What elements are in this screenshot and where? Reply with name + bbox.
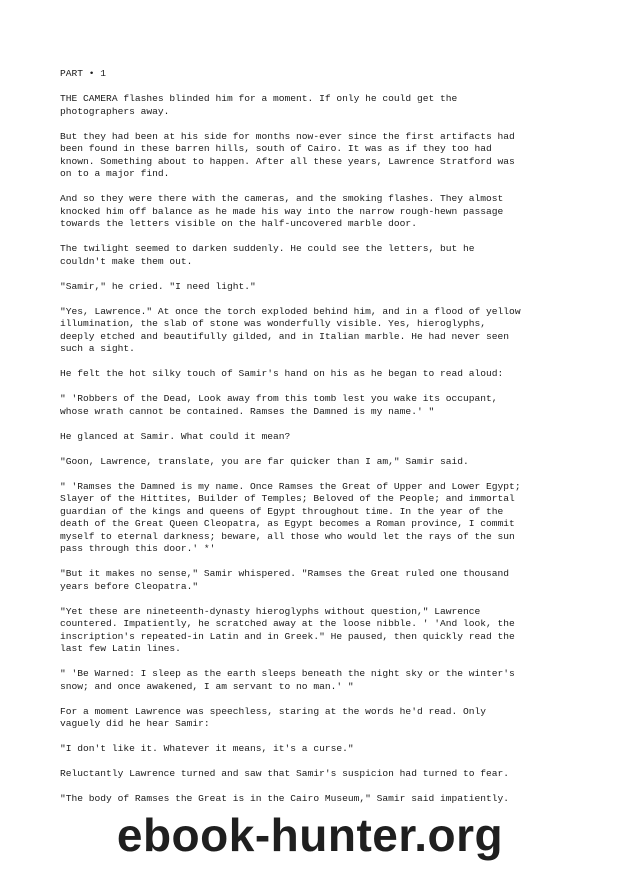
paragraph: "The body of Ramses the Great is in the Cairo Museum," Samir said impatiently. [60, 793, 510, 804]
part-heading: PART • 1 [60, 68, 107, 79]
paragraph: For a moment Lawrence was speechless, staring at the words he'd read. Only vaguely did he hear Samir: [60, 705, 487, 729]
paragraph: He felt the hot silky touch of Samir's hand on his as he began to read aloud: [60, 368, 504, 379]
paragraph: " 'Ramses the Damned is my name. Once Ramses the Great of Upper and Lower Egypt; Slayer of the Hittites, Builder of Temples; Beloved of the People; and immortal guardian of the kings and queens of Egypt throughout time. In the year of the death of the Great Queen Cleopatra, as Egypt becomes a Roman province, I commit myself to eternal darkness; beware, all those who would let the rays of the sun pass through this door.' *' [60, 480, 521, 554]
watermark-text: ebook-hunter.org [116, 809, 504, 861]
paragraph: "Goon, Lawrence, translate, you are far quicker than I am," Samir said. [60, 455, 469, 467]
paragraph: And so they were there with the cameras, and the smoking flashes. They almost knocked him off balance as he made his way into the narrow rough-hewn passage towards the letters visible on the half-uncovered marble door. [60, 193, 504, 229]
paragraph: But they had been at his side for months now-ever since the first artifacts had been found in these barren hills, south of Cairo. It was as if they too had known. Something about to happen. After all these years, Lawrence Stratford was on to a major find. [60, 130, 515, 179]
paragraph: " 'Be Warned: I sleep as the earth sleeps beneath the night sky or the winter's snow; and once awakened, I am servant to no man.' " [60, 668, 515, 692]
paragraph: He glanced at Samir. What could it mean? [60, 430, 291, 442]
paragraph: "I don't like it. Whatever it means, it's a curse." [60, 743, 354, 754]
paragraph: THE CAMERA flashes blinded him for a moment. If only he could get the photographers away. [60, 93, 458, 117]
paragraph: "But it makes no sense," Samir whispered. "Ramses the Great ruled one thousand years before Cleopatra." [60, 568, 510, 592]
paragraph: "Yet these are nineteenth-dynasty hieroglyphs without question," Lawrence countered. Impatiently, he scratched away at the loose nibble. ' 'And look, the inscription's repeated-in Latin and in Greek." He paused, then quickly read the last few Latin lines. [60, 605, 515, 654]
paragraph: "Yes, Lawrence." At once the torch exploded behind him, and in a flood of yellow illumination, the slab of stone was wonderfully visible. Yes, hieroglyphs, deeply etched and beautifully gilded, and in Italian marble. He had never seen such a sight. [60, 305, 521, 354]
paragraph: " 'Robbers of the Dead, Look away from this tomb lest you wake its occupant, whose wrath cannot be contained. Ramses the Damned is my name.' " [60, 393, 498, 417]
paragraph: "Samir," he cried. "I need light." [60, 280, 256, 292]
document-page [60, 68, 565, 818]
paragraph: Reluctantly Lawrence turned and saw that Samir's suspicion had turned to fear. [60, 768, 510, 779]
paragraph: The twilight seemed to darken suddenly. He could see the letters, but he couldn't make them out. [60, 243, 475, 267]
